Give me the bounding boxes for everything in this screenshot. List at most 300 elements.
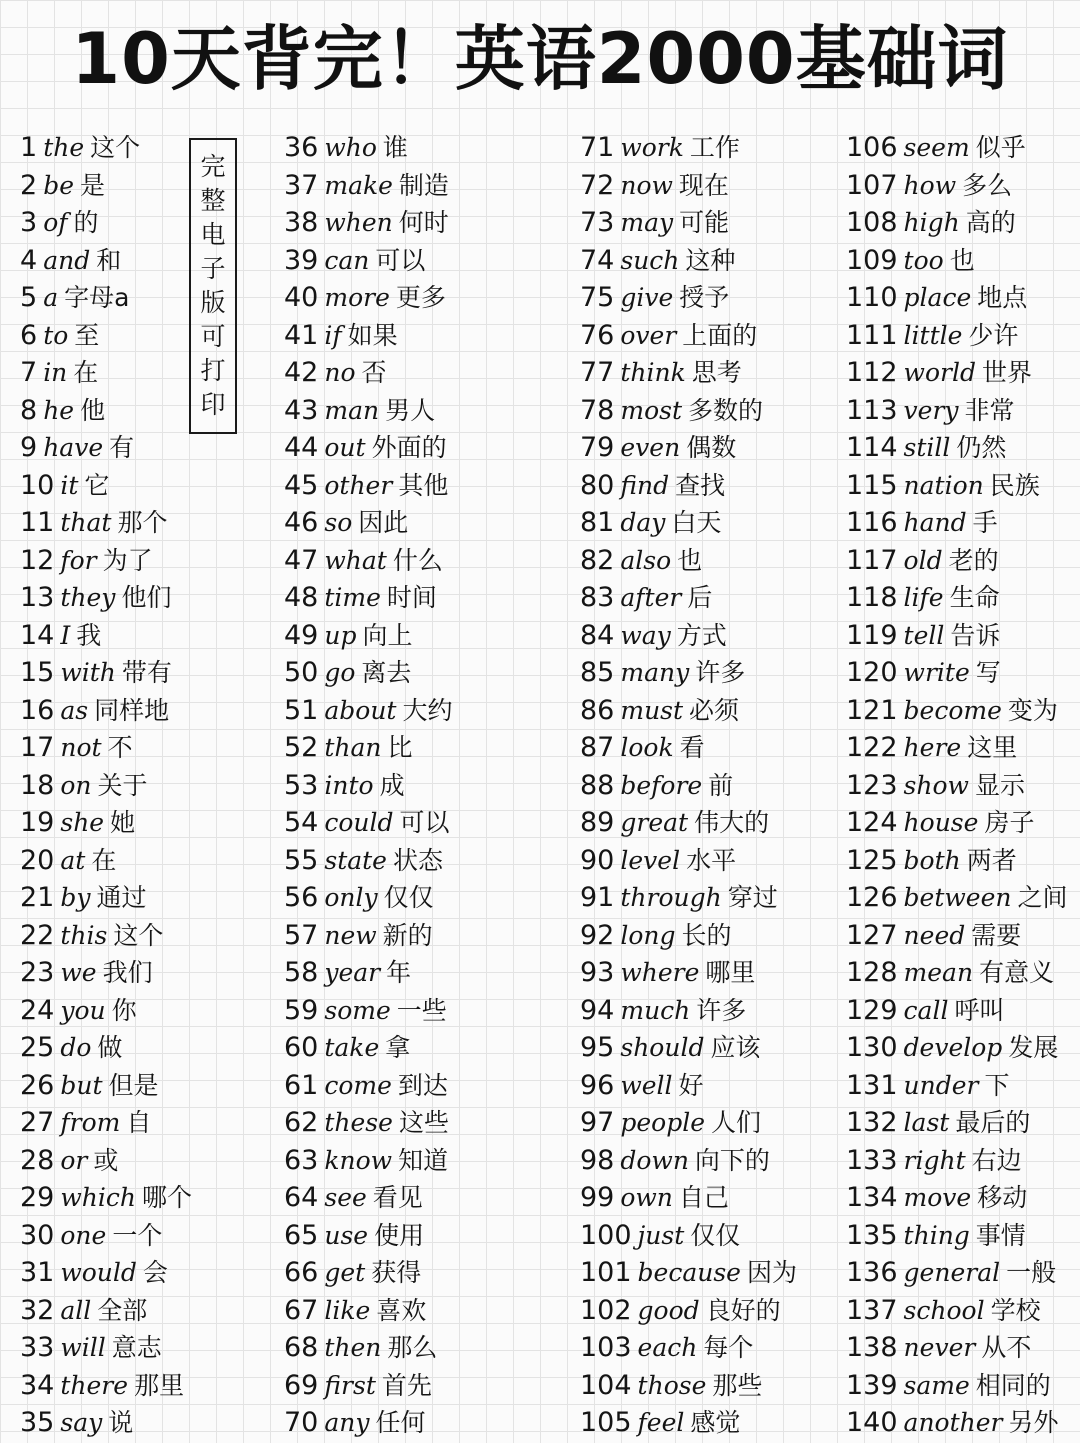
chinese-meaning: 老的 — [948, 545, 999, 575]
english-word: or — [60, 1145, 88, 1175]
english-word: I — [60, 620, 71, 650]
word-entry — [20, 467, 198, 505]
word-entry — [284, 1329, 458, 1367]
word-number: 43 — [284, 394, 319, 426]
word-number: 44 — [284, 432, 319, 463]
chinese-meaning: 那些 — [712, 1370, 763, 1400]
english-word: show — [903, 770, 969, 800]
stamp-char: 整 — [200, 186, 226, 215]
word-entry — [846, 804, 1074, 842]
english-word: think — [620, 358, 686, 387]
word-entry — [20, 954, 198, 992]
chinese-meaning: 少许 — [968, 320, 1019, 350]
word-entry — [284, 542, 458, 580]
english-word: after — [620, 583, 682, 612]
word-number: 115 — [846, 469, 898, 501]
chinese-meaning: 有 — [109, 433, 135, 462]
word-entry — [20, 1254, 198, 1292]
word-entry — [580, 654, 803, 692]
word-entry — [580, 1217, 803, 1255]
chinese-meaning: 一些 — [396, 995, 447, 1025]
chinese-meaning: 哪里 — [705, 958, 756, 987]
chinese-meaning: 长的 — [681, 920, 732, 950]
chinese-meaning: 至 — [74, 320, 100, 350]
word-entry — [846, 204, 1074, 242]
english-word: with — [60, 658, 116, 687]
english-word: would — [60, 1258, 137, 1287]
word-entry — [580, 804, 803, 842]
chinese-meaning: 使用 — [374, 1220, 425, 1250]
chinese-meaning: 需要 — [971, 920, 1022, 950]
word-number: 132 — [846, 1107, 898, 1138]
word-number: 17 — [20, 732, 55, 763]
chinese-meaning: 同样地 — [94, 695, 170, 725]
word-entry — [284, 804, 458, 842]
word-entry — [846, 842, 1074, 880]
word-column-2 — [284, 129, 458, 1442]
word-number: 14 — [20, 619, 55, 651]
chinese-meaning: 下 — [984, 1070, 1010, 1100]
chinese-meaning: 非常 — [964, 395, 1015, 425]
english-word: which — [60, 1183, 136, 1212]
english-word: may — [620, 208, 674, 237]
word-number: 80 — [580, 469, 615, 501]
english-word: a — [43, 283, 59, 312]
word-entry — [580, 1254, 803, 1292]
word-number: 50 — [284, 657, 319, 688]
word-number: 2 — [20, 169, 38, 201]
word-entry — [846, 1217, 1074, 1255]
word-number: 30 — [20, 1219, 55, 1251]
english-word: right — [903, 1145, 966, 1175]
word-entry — [580, 917, 803, 955]
english-word: could — [324, 808, 394, 837]
word-entry — [580, 129, 803, 167]
word-number: 70 — [284, 1407, 319, 1438]
word-entry — [20, 129, 198, 167]
chinese-meaning: 这个 — [90, 133, 141, 162]
word-entry — [20, 692, 198, 730]
word-number: 27 — [20, 1107, 55, 1138]
word-number: 133 — [846, 1144, 898, 1176]
english-word: you — [60, 995, 106, 1025]
word-number: 1 — [20, 132, 38, 163]
word-entry — [580, 579, 803, 617]
word-number: 96 — [580, 1069, 615, 1101]
english-word: see — [324, 1183, 367, 1212]
word-entry — [20, 504, 198, 542]
chinese-meaning: 男人 — [385, 395, 436, 425]
word-entry — [846, 317, 1074, 355]
word-number: 11 — [20, 507, 55, 538]
word-entry — [846, 767, 1074, 805]
word-number: 120 — [846, 657, 898, 688]
word-entry — [20, 354, 198, 392]
word-entry — [580, 692, 803, 730]
english-word: seem — [903, 133, 970, 162]
english-word: that — [60, 508, 112, 537]
word-number: 84 — [580, 619, 615, 651]
english-word: these — [324, 1108, 393, 1137]
chinese-meaning: 关于 — [97, 770, 148, 800]
english-word: day — [620, 508, 666, 537]
word-entry — [284, 917, 458, 955]
chinese-meaning: 发展 — [1008, 1033, 1059, 1062]
word-number: 78 — [580, 394, 615, 426]
chinese-meaning: 每个 — [703, 1333, 754, 1362]
word-entry — [580, 242, 803, 280]
word-number: 26 — [20, 1069, 55, 1101]
chinese-meaning: 方式 — [676, 620, 727, 650]
english-word: much — [620, 995, 691, 1025]
word-number: 71 — [580, 132, 615, 163]
word-number: 88 — [580, 769, 615, 801]
chinese-meaning: 良好的 — [705, 1295, 781, 1325]
chinese-meaning: 告诉 — [950, 620, 1001, 650]
chinese-meaning: 偶数 — [686, 433, 737, 462]
word-number: 41 — [284, 319, 319, 351]
word-entry — [284, 879, 458, 917]
english-word: feel — [637, 1408, 685, 1437]
english-word: each — [637, 1333, 698, 1362]
word-number: 98 — [580, 1144, 615, 1176]
chinese-meaning: 这个 — [113, 920, 164, 950]
word-entry — [580, 767, 803, 805]
english-word: thing — [903, 1220, 970, 1250]
word-number: 135 — [846, 1219, 898, 1251]
stamp-char: 版 — [200, 288, 226, 317]
chinese-meaning: 否 — [361, 358, 387, 387]
chinese-meaning: 通过 — [96, 883, 147, 912]
chinese-meaning: 我们 — [102, 958, 153, 987]
word-number: 21 — [20, 882, 55, 913]
chinese-meaning: 穿过 — [727, 883, 778, 912]
chinese-meaning: 它 — [84, 470, 110, 500]
chinese-meaning: 外面的 — [371, 433, 447, 462]
chinese-meaning: 之间 — [1017, 883, 1068, 912]
chinese-meaning: 思考 — [691, 358, 742, 387]
english-word: level — [620, 845, 681, 875]
english-word: down — [620, 1145, 689, 1175]
chinese-meaning: 水平 — [686, 845, 737, 875]
word-entry — [20, 1179, 198, 1217]
chinese-meaning: 如果 — [347, 320, 398, 350]
word-entry — [846, 1329, 1074, 1367]
chinese-meaning: 从不 — [981, 1333, 1032, 1362]
chinese-meaning: 呼叫 — [954, 995, 1005, 1025]
chinese-meaning: 可以 — [375, 245, 426, 275]
english-word: own — [620, 1183, 673, 1212]
word-entry — [20, 767, 198, 805]
word-number: 99 — [580, 1182, 615, 1213]
word-entry — [20, 1367, 198, 1405]
word-entry — [20, 804, 198, 842]
word-entry — [846, 279, 1074, 317]
word-number: 12 — [20, 544, 55, 576]
english-word: now — [620, 170, 673, 200]
chinese-meaning: 全部 — [97, 1295, 148, 1325]
chinese-meaning: 获得 — [371, 1258, 422, 1287]
chinese-meaning: 在 — [73, 358, 99, 387]
word-number: 38 — [284, 207, 319, 238]
chinese-meaning: 其他 — [398, 470, 449, 500]
word-number: 137 — [846, 1294, 898, 1326]
english-word: also — [620, 545, 672, 575]
word-entry — [846, 1142, 1074, 1180]
english-word: go — [324, 658, 356, 687]
chinese-meaning: 更多 — [395, 283, 446, 312]
word-entry — [284, 279, 458, 317]
word-entry — [580, 1404, 803, 1442]
english-word: must — [620, 695, 684, 725]
chinese-meaning: 这些 — [398, 1108, 449, 1137]
chinese-meaning: 喜欢 — [376, 1295, 427, 1325]
word-entry — [846, 992, 1074, 1030]
chinese-meaning: 民族 — [989, 470, 1040, 500]
english-word: just — [637, 1220, 685, 1250]
word-entry — [580, 392, 803, 430]
chinese-meaning: 另外 — [1008, 1408, 1059, 1437]
english-word: from — [60, 1108, 121, 1137]
chinese-meaning: 工作 — [689, 133, 740, 162]
word-number: 33 — [20, 1332, 55, 1363]
english-word: long — [620, 920, 676, 950]
word-number: 83 — [580, 582, 615, 613]
word-number: 101 — [580, 1257, 632, 1288]
word-number: 91 — [580, 882, 615, 913]
chinese-meaning: 说 — [108, 1408, 134, 1437]
english-word: find — [620, 470, 670, 500]
word-entry — [284, 1029, 458, 1067]
word-number: 3 — [20, 207, 38, 238]
word-number: 39 — [284, 244, 319, 276]
page-title: 10天背完！英语2000基础词 — [71, 18, 1009, 100]
word-number: 138 — [846, 1332, 898, 1363]
english-word: before — [620, 770, 703, 800]
word-number: 23 — [20, 957, 55, 988]
english-word: work — [620, 133, 684, 162]
word-number: 111 — [846, 319, 898, 351]
word-number: 40 — [284, 282, 319, 313]
chinese-meaning: 但是 — [108, 1070, 159, 1100]
chinese-meaning: 仅仅 — [690, 1220, 741, 1250]
english-word: little — [903, 320, 963, 350]
chinese-meaning: 看见 — [372, 1183, 423, 1212]
english-word: be — [43, 170, 74, 200]
word-entry — [580, 204, 803, 242]
english-word: great — [620, 808, 689, 837]
word-entry — [846, 954, 1074, 992]
chinese-meaning: 显示 — [974, 770, 1025, 800]
chinese-meaning: 多数的 — [688, 395, 764, 425]
word-number: 47 — [284, 544, 319, 576]
word-entry — [846, 129, 1074, 167]
english-word: too — [903, 245, 944, 275]
word-entry — [846, 167, 1074, 205]
english-word: no — [324, 358, 356, 387]
word-entry — [846, 1067, 1074, 1105]
english-word: get — [324, 1258, 366, 1287]
english-word: know — [324, 1145, 393, 1175]
english-word: do — [60, 1033, 92, 1062]
word-number: 126 — [846, 882, 898, 913]
word-entry — [580, 504, 803, 542]
chinese-meaning: 他 — [80, 395, 106, 425]
word-number: 56 — [284, 882, 319, 913]
english-word: develop — [903, 1033, 1003, 1062]
word-entry — [284, 392, 458, 430]
english-word: up — [324, 620, 357, 650]
english-word: as — [60, 695, 89, 725]
chinese-meaning: 授予 — [679, 283, 730, 312]
english-word: only — [324, 883, 378, 912]
chinese-meaning: 何时 — [398, 208, 449, 237]
chinese-meaning: 新的 — [382, 920, 433, 950]
chinese-meaning: 可以 — [399, 808, 450, 837]
word-entry — [20, 1067, 198, 1105]
word-number: 24 — [20, 994, 55, 1026]
english-word: tell — [903, 620, 945, 650]
word-number: 5 — [20, 282, 38, 313]
word-entry — [846, 1404, 1074, 1442]
word-entry — [580, 617, 803, 655]
word-entry — [284, 617, 458, 655]
chinese-meaning: 右边 — [971, 1145, 1022, 1175]
word-entry — [284, 354, 458, 392]
english-word: at — [60, 845, 86, 875]
word-entry — [284, 504, 458, 542]
chinese-meaning: 事情 — [975, 1220, 1026, 1250]
word-number: 127 — [846, 919, 898, 951]
word-entry — [284, 1179, 458, 1217]
word-entry — [846, 1104, 1074, 1142]
word-number: 16 — [20, 694, 55, 726]
word-number: 90 — [580, 844, 615, 876]
stamp-char: 打 — [200, 356, 226, 385]
word-entry — [20, 917, 198, 955]
english-word: become — [903, 695, 1002, 725]
chinese-meaning: 你 — [111, 995, 137, 1025]
word-entry — [580, 1179, 803, 1217]
chinese-meaning: 字母a — [64, 283, 130, 312]
word-number: 124 — [846, 807, 898, 838]
chinese-meaning: 哪个 — [141, 1183, 192, 1212]
word-number: 94 — [580, 994, 615, 1026]
chinese-meaning: 仍然 — [956, 433, 1007, 462]
word-number: 128 — [846, 957, 898, 988]
word-number: 123 — [846, 769, 898, 801]
word-entry — [20, 842, 198, 880]
word-number: 6 — [20, 319, 38, 351]
word-number: 114 — [846, 432, 898, 463]
word-column-4 — [846, 129, 1074, 1442]
word-number: 59 — [284, 994, 319, 1026]
chinese-meaning: 因此 — [358, 508, 409, 537]
english-word: any — [324, 1408, 370, 1437]
word-number: 64 — [284, 1182, 319, 1213]
english-word: first — [324, 1370, 376, 1400]
english-word: between — [903, 883, 1012, 912]
word-number: 29 — [20, 1182, 55, 1213]
english-word: say — [60, 1408, 103, 1437]
english-word: nation — [903, 470, 984, 500]
chinese-meaning: 感觉 — [690, 1408, 741, 1437]
english-word: never — [903, 1333, 976, 1362]
word-entry — [284, 204, 458, 242]
word-entry — [284, 767, 458, 805]
word-number: 113 — [846, 394, 898, 426]
english-word: over — [620, 320, 677, 350]
chinese-meaning: 她 — [110, 808, 136, 837]
word-number: 74 — [580, 244, 615, 276]
word-entry — [580, 542, 803, 580]
english-word: people — [620, 1108, 706, 1137]
word-entry — [284, 167, 458, 205]
chinese-meaning: 看 — [679, 733, 705, 762]
english-word: some — [324, 995, 391, 1025]
english-word: the — [43, 133, 85, 162]
word-entry — [20, 167, 198, 205]
english-word: well — [620, 1070, 673, 1100]
english-word: she — [60, 808, 105, 837]
word-number: 102 — [580, 1294, 632, 1326]
word-entry — [846, 354, 1074, 392]
word-entry — [846, 617, 1074, 655]
english-word: most — [620, 395, 682, 425]
chinese-meaning: 自 — [126, 1108, 152, 1137]
english-word: if — [324, 320, 342, 350]
word-number: 82 — [580, 544, 615, 576]
english-word: so — [324, 508, 353, 537]
english-word: in — [43, 358, 68, 387]
word-number: 130 — [846, 1032, 898, 1063]
word-entry — [20, 542, 198, 580]
english-word: take — [324, 1033, 380, 1062]
word-entry — [284, 1254, 458, 1292]
word-number: 65 — [284, 1219, 319, 1251]
word-entry — [580, 467, 803, 505]
word-number: 119 — [846, 619, 898, 651]
chinese-meaning: 那么 — [387, 1333, 438, 1362]
word-entry — [846, 1179, 1074, 1217]
chinese-meaning: 向上 — [362, 620, 413, 650]
english-word: he — [43, 395, 75, 425]
english-word: by — [60, 883, 91, 912]
word-entry — [846, 654, 1074, 692]
word-entry — [580, 1067, 803, 1105]
word-number: 108 — [846, 207, 898, 238]
chinese-meaning: 应该 — [710, 1033, 761, 1062]
chinese-meaning: 带有 — [121, 658, 172, 687]
word-entry — [284, 1217, 458, 1255]
chinese-meaning: 必须 — [689, 695, 740, 725]
printable-edition-stamp — [189, 138, 237, 434]
chinese-meaning: 可能 — [679, 208, 730, 237]
english-word: but — [60, 1070, 103, 1100]
word-number: 25 — [20, 1032, 55, 1063]
word-entry — [284, 654, 458, 692]
english-word: state — [324, 845, 387, 875]
word-number: 76 — [580, 319, 615, 351]
english-word: year — [324, 958, 381, 987]
word-entry — [580, 992, 803, 1030]
word-entry — [846, 392, 1074, 430]
english-word: more — [324, 283, 390, 312]
chinese-meaning: 伟大的 — [694, 808, 770, 837]
chinese-meaning: 写 — [975, 658, 1001, 687]
word-number: 105 — [580, 1407, 632, 1438]
word-number: 58 — [284, 957, 319, 988]
